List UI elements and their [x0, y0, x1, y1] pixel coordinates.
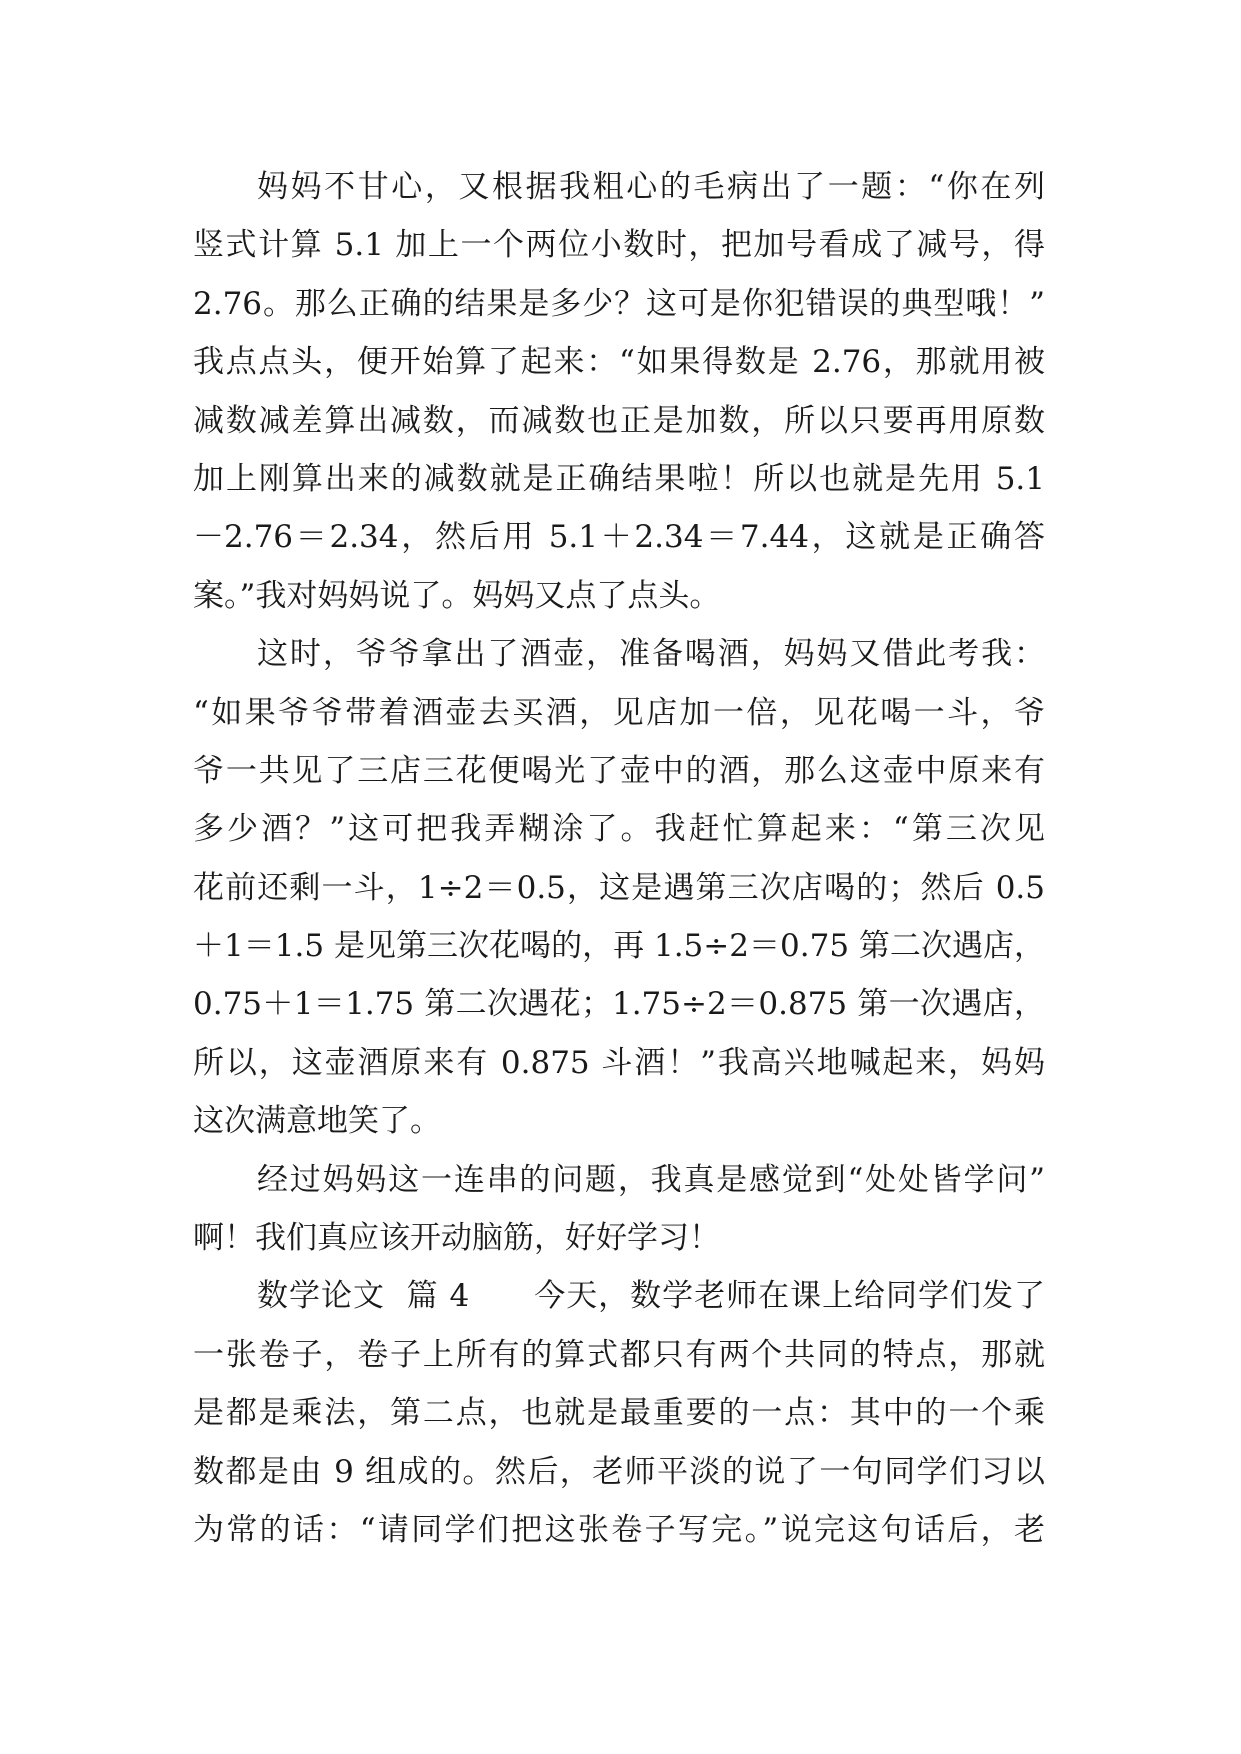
- text-line: 0.75＋1＝1.75 第二次遇花；1.75÷2＝0.875 第一次遇店，: [193, 986, 1045, 1023]
- text-line: 妈妈不甘心，又根据我粗心的毛病出了一题：“你在列: [257, 169, 1045, 205]
- text-line: 这次满意地笑了。: [193, 1103, 441, 1140]
- text-line-with-section-heading: 数学论文 篇 4 今天，数学老师在课上给同学们发了: [257, 1278, 1045, 1315]
- article-body: [193, 158, 1045, 1559]
- text-line: ＋1＝1.5 是见第三次花喝的，再 1.5÷2＝0.75 第二次遇店，: [193, 928, 1045, 965]
- text-line: 经过妈妈这一连串的问题，我真是感觉到“处处皆学问”: [257, 1161, 1045, 1198]
- text-line: 一张卷子，卷子上所有的算式都只有两个共同的特点，那就: [193, 1336, 1045, 1373]
- text-line: 爷一共见了三店三花便喝光了壶中的酒，那么这壶中原来有: [193, 752, 1045, 789]
- text-line: 是都是乘法，第二点，也就是最重要的一点：其中的一个乘: [193, 1395, 1045, 1432]
- text-line: 竖式计算 5.1 加上一个两位小数时，把加号看成了减号，得: [193, 227, 1045, 264]
- paragraph-2: [193, 625, 1045, 1151]
- text-line: 数都是由 9 组成的。然后，老师平淡的说了一句同学们习以: [193, 1453, 1045, 1490]
- paragraph-4: [193, 1267, 1045, 1559]
- text-line: “如果爷爷带着酒壶去买酒，见店加一倍，见花喝一斗，爷: [193, 694, 1045, 731]
- text-line: 所以，这壶酒原来有 0.875 斗酒！”我高兴地喊起来，妈妈: [193, 1044, 1045, 1081]
- text-line: 2.76。那么正确的结果是多少？这可是你犯错误的典型哦！”: [193, 285, 1045, 322]
- text-line: 啊！我们真应该开动脑筋，好好学习！: [193, 1220, 720, 1257]
- text-line: 这时，爷爷拿出了酒壶，准备喝酒，妈妈又借此考我：: [257, 636, 1045, 673]
- text-line: 案。”我对妈妈说了。妈妈又点了点头。: [193, 577, 721, 614]
- paragraph-1: [193, 158, 1045, 625]
- text-line: －2.76＝2.34，然后用 5.1＋2.34＝7.44，这就是正确答: [193, 519, 1045, 556]
- text-line: 花前还剩一斗，1÷2＝0.5，这是遇第三次店喝的；然后 0.5: [193, 869, 1045, 906]
- text-line: 多少酒？”这可把我弄糊涂了。我赶忙算起来：“第三次见: [193, 811, 1045, 848]
- paragraph-3: [193, 1151, 1045, 1268]
- text-line: 加上刚算出来的减数就是正确结果啦！所以也就是先用 5.1: [193, 460, 1045, 497]
- text-line: 为常的话：“请同学们把这张卷子写完。”说完这句话后，老: [193, 1511, 1045, 1548]
- text-line: 减数减差算出减数，而减数也正是加数，所以只要再用原数: [193, 402, 1045, 439]
- text-line: 我点点头，便开始算了起来：“如果得数是 2.76，那就用被: [193, 344, 1045, 381]
